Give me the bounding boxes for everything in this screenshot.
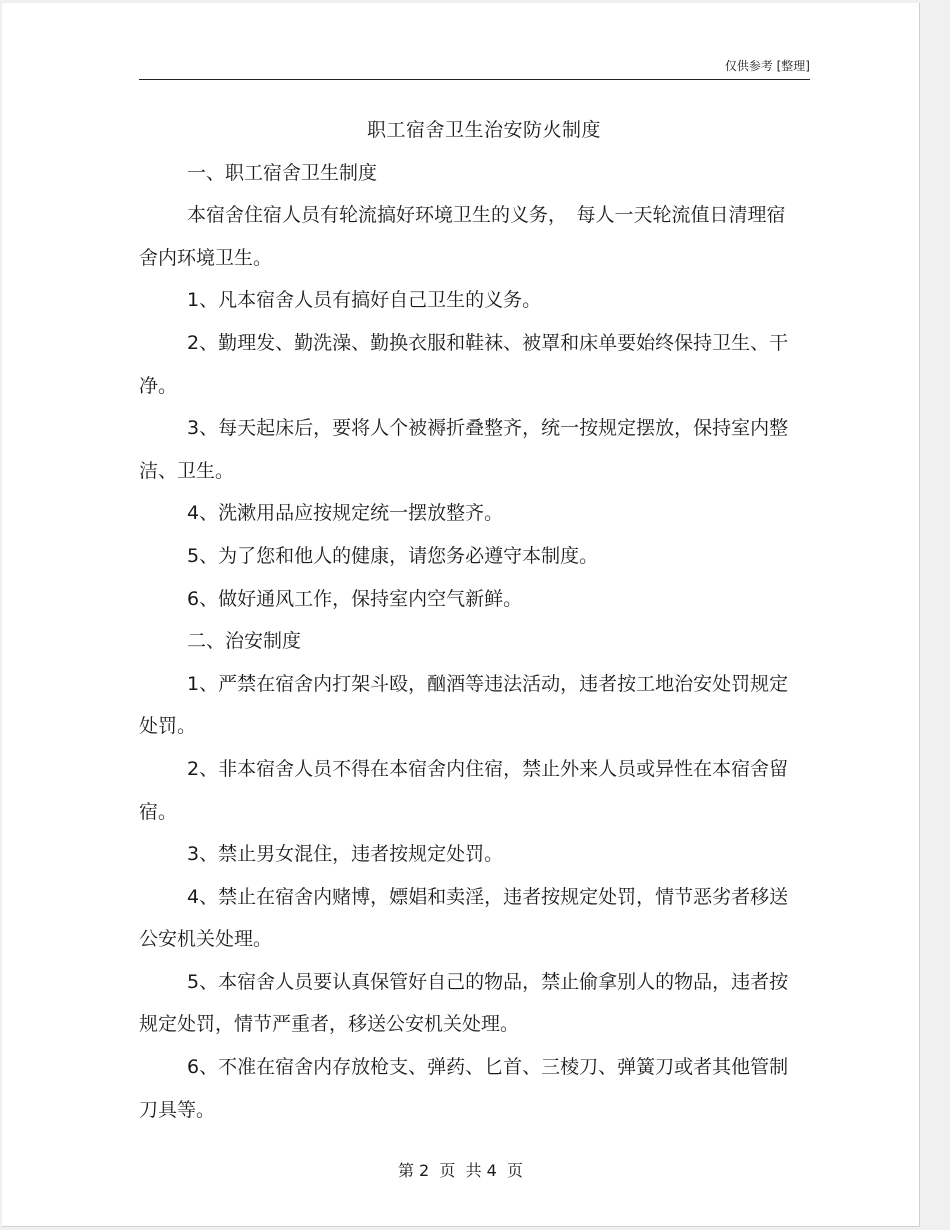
- list-item: 4、洗漱用品应按规定统一摆放整齐。: [187, 502, 504, 525]
- header-note: 仅供参考 [整理]: [724, 59, 810, 73]
- paragraph: 本宿舍住宿人员有轮流搞好环境卫生的义务， 每人一天轮流值日清理宿舍内环境卫生。: [139, 204, 786, 269]
- section-heading: 一、职工宿舍卫生制度: [187, 161, 378, 184]
- list-item: 6、不准在宿舍内存放枪支、弹药、匕首、三棱刀、弹簧刀或者其他管制刀具等。: [139, 1056, 789, 1121]
- section-heading: 二、治安制度: [187, 630, 302, 653]
- list-item: 6、做好通风工作，保持室内空气新鲜。: [187, 587, 523, 610]
- list-item: 3、禁止男女混住，违者按规定处罚。: [187, 843, 504, 866]
- document-title: 职工宿舍卫生治安防火制度: [366, 119, 601, 141]
- list-item: 2、非本宿舍人员不得在本宿舍内住宿，禁止外来人员或异性在本宿舍留宿。: [139, 757, 789, 823]
- list-item: 1、凡本宿舍人员有搞好自己卫生的义务。: [187, 289, 542, 312]
- document-page: [2, 3, 920, 1227]
- list-item: 4、禁止在宿舍内赌博，嫖娼和卖淫，违者按规定处罚，情节恶劣者移送公安机关处理。: [139, 885, 789, 951]
- list-item: 1、严禁在宿舍内打架斗殴，酗酒等违法活动，违者按工地治安处罚规定处罚。: [139, 672, 789, 738]
- list-item: 5、本宿舍人员要认真保管好自己的物品，禁止偷拿别人的物品，违者按规定处罚，情节严重者，移送公安机关处理。: [139, 970, 789, 1036]
- page-number: 第 2 页 共 4 页: [397, 1161, 524, 1180]
- document-body: [139, 109, 799, 1131]
- list-item: 3、每天起床后，要将人个被褥折叠整齐，统一按规定摆放，保持室内整洁、卫生。: [139, 417, 789, 482]
- list-item: 5、为了您和他人的健康，请您务必遵守本制度。: [187, 544, 599, 567]
- list-item: 2、勤理发、勤洗澡、勤换衣服和鞋袜、被罩和床单要始终保持卫生、干净。: [139, 331, 789, 397]
- page-header: [139, 55, 810, 80]
